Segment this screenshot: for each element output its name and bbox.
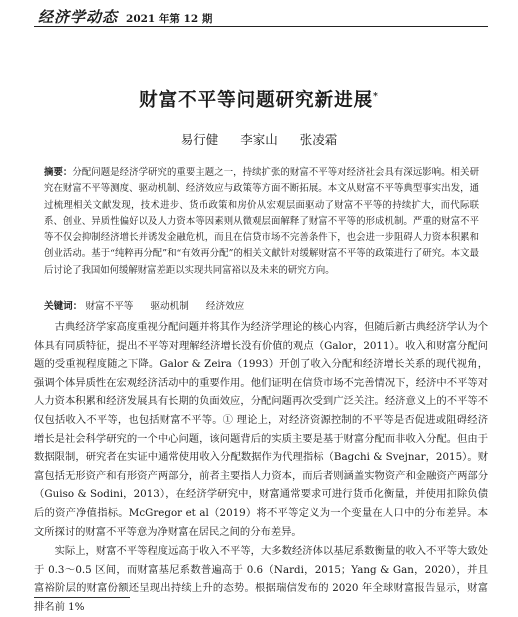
keyword: 财富不平等 (85, 301, 134, 312)
abstract (44, 165, 479, 279)
header-rule (34, 26, 488, 27)
author-name: 易行健 (180, 132, 219, 147)
body-paragraph: 实际上，财富不平等程度远高于收入不平等，大多数经济体以基尼系数衡量的收入不平等大致处于 0.3～0.5 区间，而财富基尼系数普遍高于 0.6（Nardi，2015；Yang & Gan，2020），并且富裕阶层的财富份额还呈现出持续上升的态势。根据瑞信发布的 2020 年全球财富报告显示，财富排名前 1% (34, 545, 488, 613)
abstract-text: 分配问题是经济学研究的重要主题之一，持续扩张的财富不平等对经济社会具有深远影响。相关研究在财富不平等测度、驱动机制、经济效应与政策等方面不断拓展。本文从财富不平等典型事实出发，通过梳理相关文献发现，技术进步、货币政策和房价从宏观层面驱动了财富不平等的持续扩大，而代际联系、创业、异质性偏好以及人力资本等因素则从微观层面解释了财富不平等的形成机制。严重的财富不平等不仅会抑制经济增长并诱发金融危机，而且在信贷市场不完善条件下，也会进一步阻碍人力资本积累和创业活动。基于“纯粹再分配”和“有效再分配”的相关文献针对缓解财富不平等的政策进行了研究。本文最后讨论了我国如何缓解财富差距以实现共同富裕以及未来的研究方向。 (44, 167, 479, 276)
article-body (34, 318, 488, 617)
body-paragraph: 古典经济学家高度重视分配问题并将其作为经济学理论的核心内容，但随后新古典经济学认为个体具有同质特征，提出不平等对理解经济增长没有价值的观点（Galor，2011）。收入和财富分配问题的受重视程度随之下降。Galor & Zeira（1993）开创了收入分配和经济增长关系的现代视角，强调个体异质性在宏观经济活动中的重要作用。他们证明在信贷市场不完善情况下，经济中不平等对人力资本积累和经济发展具有长期的负面效应，分配问题再次受到广泛关注。经济意义上的不平等不仅包括收入不平等，也包括财富不平等。① 理论上，对经济资源控制的不平等是否促进或阻碍经济增长是社会科学研究的一个中心问题，该问题背后的实质主要是基于财富分配而非收入分配。但由于数据限制，研究者在实证中通常使用收入分配数据作为代理指标（Bagchi & Svejnar，2015）。财富包括无形资产和有形资产两部分，前者主要指人力资本，而后者则涵盖实物资产和金融资产两部分（Guiso & Sodini，2013），在经济学研究中，财富通常要求可进行货币化衡量，并使用扣除负债后的资产净值指标。McGregor et al（2019）将不平等定义为一个变量在人口中的分布差异。本文所探讨的财富不平等意为净财富在居民之间的分布差异。 (34, 321, 488, 538)
title-footnote-mark: * (373, 91, 379, 102)
footnote-rule (34, 597, 130, 598)
running-header (38, 6, 212, 26)
keyword: 经济效应 (205, 301, 245, 312)
article-title (0, 86, 518, 112)
author-name: 张凌霜 (299, 132, 338, 147)
author-list (0, 130, 518, 148)
article-title-text: 财富不平等问题研究新进展 (139, 90, 374, 111)
keywords (44, 298, 479, 312)
keyword: 驱动机制 (150, 301, 189, 312)
keywords-label: 关键词： (44, 301, 83, 312)
author-name: 李家山 (240, 132, 278, 147)
journal-name: 经济学动态 (38, 8, 119, 26)
issue-number: 2021 年第 12 期 (126, 13, 213, 25)
abstract-label: 摘要： (44, 167, 73, 178)
